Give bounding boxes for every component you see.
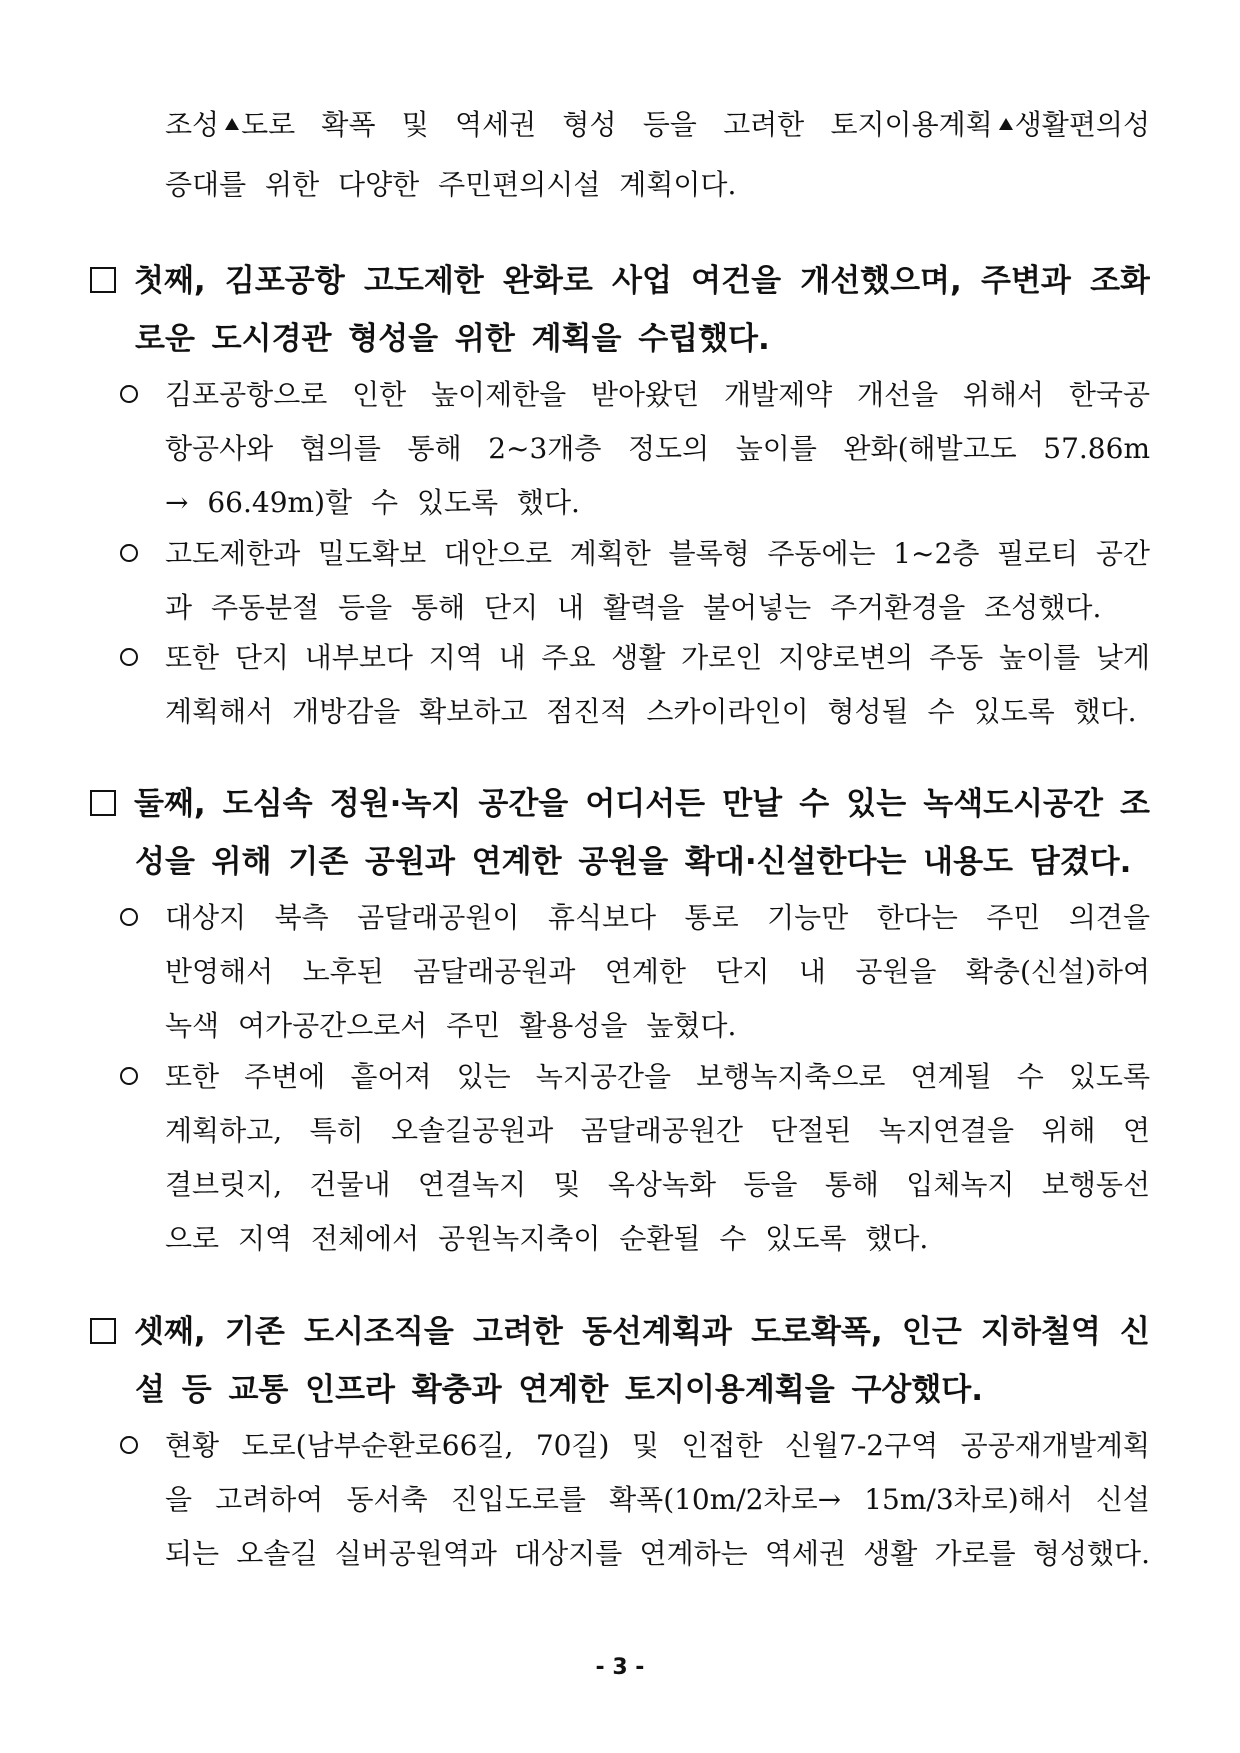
- intro-text-c: 생활편의성: [1014, 108, 1150, 141]
- s1-b3-line-1: 또한 단지 내부보다 지역 내 주요 생활 가로인 지양로변의 주동 높이를 낮게: [165, 641, 1150, 674]
- s2-b2-line-3: 결브릿지, 건물내 연결녹지 및 옥상녹화 등을 통해 입체녹지 보행동선: [165, 1168, 1150, 1201]
- circle-bullet-icon: [120, 630, 150, 686]
- circle-bullet-icon: [120, 1049, 150, 1105]
- intro-text-b: 도로 확폭 및 역세권 형성 등을 고려한 토지이용계획: [241, 108, 993, 141]
- s1-b1-line-3: → 66.49m)할 수 있도록 했다.: [165, 486, 580, 519]
- circle-bullet-icon: [120, 526, 150, 582]
- s1-b1-line-2: 항공사와 협의를 통해 2~3개층 정도의 높이를 완화(해발고도 57.86m: [165, 432, 1150, 465]
- s1-b3-line-2: 계획해서 개방감을 확보하고 점진적 스카이라인이 형성될 수 있도록 했다.: [165, 695, 1137, 728]
- s3-b1-line-3: 되는 오솔길 실버공원역과 대상지를 연계하는 역세권 생활 가로를 형성했다.: [165, 1537, 1150, 1570]
- s1-b2-line-1: 고도제한과 밀도확보 대안으로 계획한 블록형 주동에는 1~2층 필로티 공간: [165, 537, 1150, 570]
- s1-b2-line-2: 과 주동분절 등을 통해 단지 내 활력을 불어넣는 주거환경을 조성했다.: [165, 591, 1102, 624]
- s3-b1-line-1: 현황 도로(남부순환로66길, 70길) 및 인접한 신월7-2구역 공공재개발계획: [165, 1429, 1150, 1462]
- checkbox-square-icon: [90, 267, 116, 293]
- section-3-heading-line-2: 설 등 교통 인프라 확충과 연계한 토지이용계획을 구상했다.: [135, 1372, 984, 1408]
- section-2-heading-line-2: 성을 위해 기존 공원과 연계한 공원을 확대·신설한다는 내용도 담겼다.: [135, 844, 1132, 880]
- checkbox-square-icon: [90, 1318, 116, 1344]
- s2-b1-line-3: 녹색 여가공간으로서 주민 활용성을 높혔다.: [165, 1009, 737, 1042]
- triangle-bullet-icon: [225, 118, 239, 130]
- page-number: - 3 -: [595, 1655, 645, 1680]
- checkbox-square-icon: [90, 790, 116, 816]
- intro-line-2: 증대를 위한 다양한 주민편의시설 계획이다.: [165, 168, 737, 201]
- s2-b2-line-1: 또한 주변에 흩어져 있는 녹지공간을 보행녹지축으로 연계될 수 있도록: [165, 1060, 1150, 1093]
- circle-bullet-icon: [120, 367, 150, 423]
- section-1-heading-text: 첫째, 김포공항 고도제한 완화로 사업 여건을 개선했으며, 주변과 조화: [134, 263, 1150, 299]
- s2-b1-line-2: 반영해서 노후된 곰달래공원과 연계한 단지 내 공원을 확충(신설)하여: [165, 955, 1150, 988]
- intro-text-a: 조성: [165, 108, 220, 141]
- section-3-heading-text: 셋째, 기존 도시조직을 고려한 동선계획과 도로확폭, 인근 지하철역 신: [134, 1314, 1150, 1350]
- circle-bullet-icon: [120, 890, 150, 946]
- section-1-heading: [90, 253, 1150, 309]
- s2-b2-line-4: 으로 지역 전체에서 공원녹지축이 순환될 수 있도록 했다.: [165, 1222, 929, 1255]
- s2-b1-line-1: 대상지 북측 곰달래공원이 휴식보다 통로 기능만 한다는 주민 의견을: [165, 901, 1150, 934]
- intro-line-1: [165, 97, 1150, 153]
- s3-b1-line-2: 을 고려하여 동서축 진입도로를 확폭(10m/2차로→ 15m/3차로)해서 신설: [165, 1483, 1150, 1516]
- section-2-heading: [90, 776, 1150, 832]
- section-3-heading: [90, 1304, 1150, 1360]
- circle-bullet-icon: [120, 1418, 150, 1474]
- section-1-heading-line-2: 로운 도시경관 형성을 위한 계획을 수립했다.: [135, 321, 770, 357]
- s1-b1-line-1: 김포공항으로 인한 높이제한을 받아왔던 개발제약 개선을 위해서 한국공: [165, 378, 1150, 411]
- s2-b2-line-2: 계획하고, 특히 오솔길공원과 곰달래공원간 단절된 녹지연결을 위해 연: [165, 1114, 1150, 1147]
- section-2-heading-text: 둘째, 도심속 정원·녹지 공간을 어디서든 만날 수 있는 녹색도시공간 조: [134, 786, 1150, 822]
- triangle-bullet-icon: [999, 118, 1013, 130]
